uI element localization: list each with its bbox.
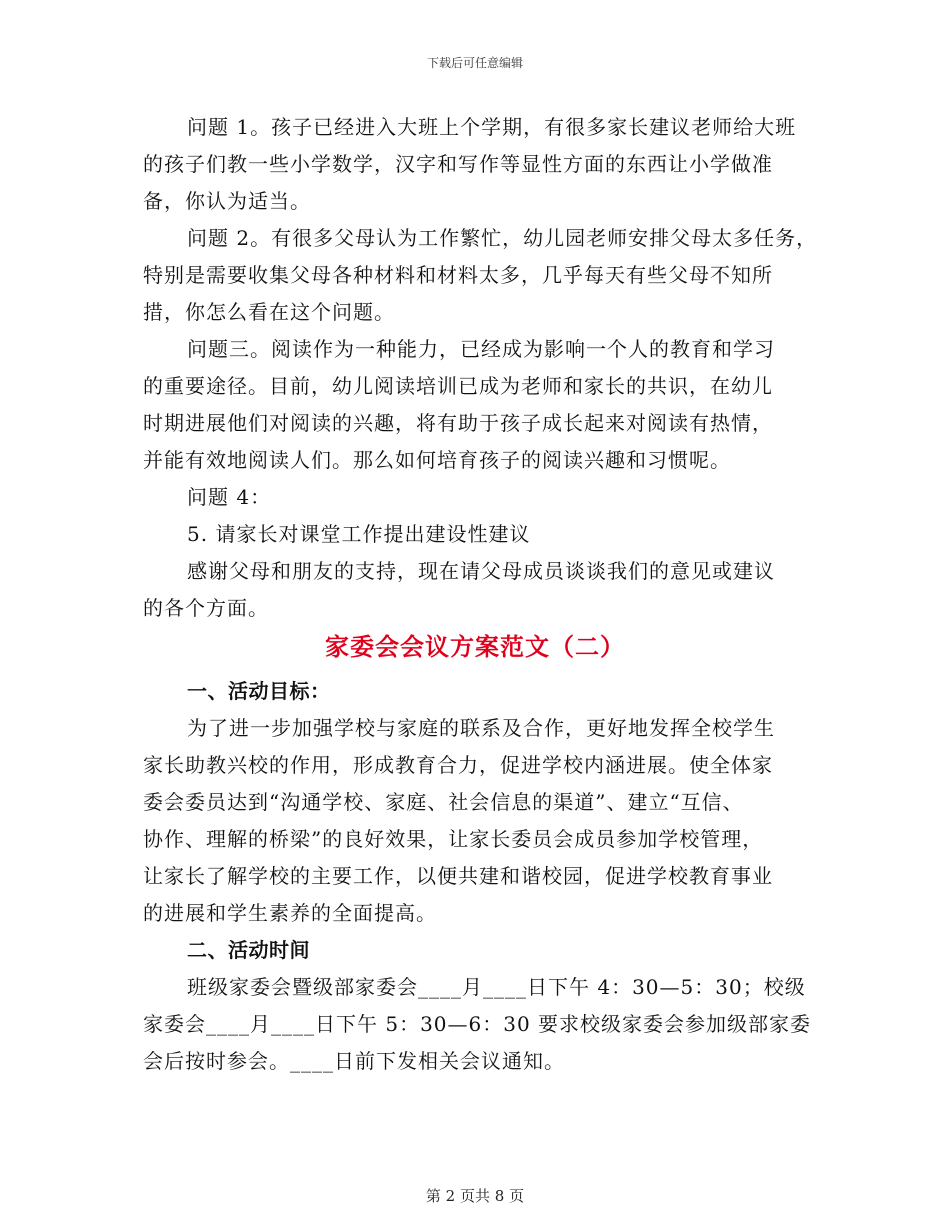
- paragraph-line: 家长助教兴校的作用，形成教育合力，促进学校内涵进展。使全体家: [143, 753, 773, 777]
- paragraph-line: 的重要途径。目前，幼儿阅读培训已成为老师和家长的共识，在幼儿: [143, 374, 773, 398]
- section-heading: 二、活动时间: [187, 938, 310, 962]
- paragraph-line: 协作、理解的桥梁”的良好效果，让家长委员会成员参加学校管理，: [143, 827, 764, 851]
- paragraph-line: 家委会____月____日下午 5：30—6：30 要求校级家委会参加级部家委: [143, 1012, 812, 1036]
- paragraph-line: 措，你怎么看在这个问题。: [143, 300, 395, 324]
- paragraph-line: 会后按时参会。____日前下发相关会议通知。: [143, 1049, 565, 1073]
- paragraph-line: 的进展和学生素养的全面提高。: [143, 901, 437, 925]
- paragraph-line: 委会委员达到“沟通学校、家庭、社会信息的渠道”、建立“互信、: [143, 790, 744, 814]
- paragraph-line: 并能有效地阅读人们。那么如何培育孩子的阅读兴趣和习惯呢。: [143, 448, 731, 472]
- section-title: 家委会会议方案范文（二）: [325, 633, 625, 661]
- page-footer: 第 2 页共 8 页: [425, 1187, 525, 1205]
- section-heading: 一、活动目标：: [187, 679, 331, 703]
- paragraph-line: 班级家委会暨级部家委会____月____日下午 4：30—5：30；校级: [187, 975, 806, 999]
- paragraph-line: 5. 请家长对课堂工作提出建设性建议: [187, 522, 531, 546]
- paragraph-line: 问题三。阅读作为一种能力，已经成为影响一个人的教育和学习: [187, 337, 775, 361]
- paragraph-line: 为了进一步加强学校与家庭的联系及合作，更好地发挥全校学生: [187, 716, 775, 740]
- paragraph-line: 问题 1。孩子已经进入大班上个学期，有很多家长建议老师给大班: [187, 115, 797, 139]
- paragraph-line: 特别是需要收集父母各种材料和材料太多，几乎每天有些父母不知所: [143, 263, 773, 287]
- paragraph-line: 问题 2。有很多父母认为工作繁忙，幼儿园老师安排父母太多任务，: [187, 226, 818, 250]
- paragraph-line: 让家长了解学校的主要工作，以便共建和谐校园，促进学校教育事业: [143, 864, 773, 888]
- paragraph-line: 时期进展他们对阅读的兴趣，将有助于孩子成长起来对阅读有热情，: [143, 411, 773, 435]
- paragraph-line: 备，你认为适当。: [143, 189, 311, 213]
- paragraph-line: 的各个方面。: [143, 596, 269, 620]
- page-header: 下载后可任意编辑: [426, 56, 523, 70]
- paragraph-line: 问题 4：: [187, 485, 272, 509]
- paragraph-line: 的孩子们教一些小学数学，汉字和写作等显性方面的东西让小学做准: [143, 152, 773, 176]
- paragraph-line: 感谢父母和朋友的支持，现在请父母成员谈谈我们的意见或建议: [187, 559, 775, 583]
